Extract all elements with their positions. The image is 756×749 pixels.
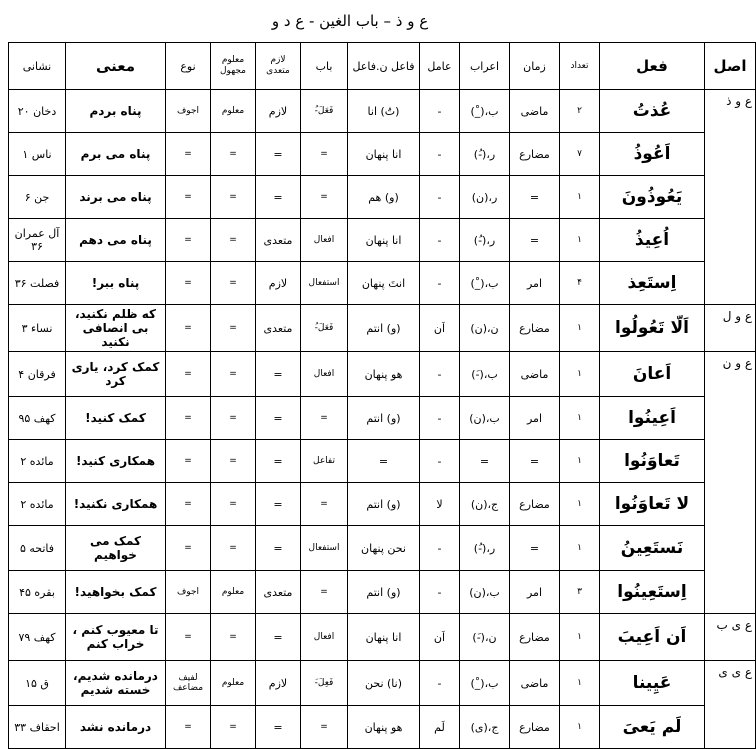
fael-cell: (تُ) انا <box>348 90 420 133</box>
amel-cell: - <box>420 219 460 262</box>
amel-cell: - <box>420 571 460 614</box>
tedad-cell: ۱ <box>560 219 600 262</box>
mana-cell: که ظلم نکنید، بی انصافی نکنید <box>66 305 166 352</box>
tedad-cell: ۱ <box>560 305 600 352</box>
header-erab: اعراب <box>460 43 510 90</box>
fael-cell: = <box>348 440 420 483</box>
erab-cell: ر،(-ُ) <box>460 133 510 176</box>
malum-cell: = <box>211 526 256 571</box>
table-row <box>9 614 756 661</box>
mana-cell: پناه ببر! <box>66 262 166 305</box>
root-cell: ع ی ب <box>705 614 756 661</box>
header-asl: اصل <box>705 43 756 90</box>
noe-cell: = <box>166 483 211 526</box>
erab-cell: ب،(ن) <box>460 571 510 614</box>
noe-cell: = <box>166 305 211 352</box>
zaman-cell: = <box>510 219 560 262</box>
lazem-cell: متعدی <box>256 305 301 352</box>
tedad-cell: ۴ <box>560 262 600 305</box>
amel-cell: - <box>420 262 460 305</box>
bab-cell: = <box>301 706 348 749</box>
table-row <box>9 176 756 219</box>
malum-cell: = <box>211 262 256 305</box>
zaman-cell: ماضی <box>510 661 560 706</box>
amel-cell: - <box>420 176 460 219</box>
noe-cell: = <box>166 440 211 483</box>
neshani-cell: نساء ۳ <box>9 305 66 352</box>
erab-cell: ن،(ن) <box>460 305 510 352</box>
erab-cell: ر،(ن) <box>460 176 510 219</box>
mana-cell: همکاری نکنید! <box>66 483 166 526</box>
header-malum: معلوم مجهول <box>211 43 256 90</box>
header-fael: فاعل ن.فاعل <box>348 43 420 90</box>
root-cell: ع و ل <box>705 305 756 352</box>
verb-cell: اِستَعِذ <box>600 262 705 305</box>
zaman-cell: امر <box>510 571 560 614</box>
bab-cell: استفعال <box>301 262 348 305</box>
fael-cell: هو پنهان <box>348 352 420 397</box>
neshani-cell: ناس ۱ <box>9 133 66 176</box>
mana-cell: کمک بخواهید! <box>66 571 166 614</box>
verb-cell: اَعانَ <box>600 352 705 397</box>
verb-cell: يَعُوذُونَ <box>600 176 705 219</box>
tedad-cell: ۱ <box>560 176 600 219</box>
verb-cell: اَعِينُوا <box>600 397 705 440</box>
malum-cell: معلوم <box>211 571 256 614</box>
verb-cell: عَيِينا <box>600 661 705 706</box>
header-noe: نوع <box>166 43 211 90</box>
amel-cell: - <box>420 352 460 397</box>
zaman-cell: مضارع <box>510 133 560 176</box>
bab-cell: فَعَلَ-ُ <box>301 90 348 133</box>
zaman-cell: مضارع <box>510 305 560 352</box>
neshani-cell: احقاف ۳۳ <box>9 706 66 749</box>
header-bab: باب <box>301 43 348 90</box>
noe-cell: = <box>166 614 211 661</box>
amel-cell: اَن <box>420 614 460 661</box>
noe-cell: اجوف <box>166 90 211 133</box>
lazem-cell: = <box>256 397 301 440</box>
lazem-cell: لازم <box>256 90 301 133</box>
bab-cell: = <box>301 133 348 176</box>
noe-cell: اجوف <box>166 571 211 614</box>
mana-cell: همکاری کنید! <box>66 440 166 483</box>
table-row <box>9 571 756 614</box>
bab-cell: = <box>301 571 348 614</box>
lazem-cell: = <box>256 133 301 176</box>
fael-cell: نحن پنهان <box>348 526 420 571</box>
mana-cell: کمک کنید! <box>66 397 166 440</box>
erab-cell: ج،(ن) <box>460 483 510 526</box>
erab-cell: ن،(-َ) <box>460 614 510 661</box>
fael-cell: هو پنهان <box>348 706 420 749</box>
malum-cell: معلوم <box>211 661 256 706</box>
noe-cell: لفیف مضاعف <box>166 661 211 706</box>
root-cell: ع و ذ <box>705 90 756 305</box>
mana-cell: پناه می دهم <box>66 219 166 262</box>
table-row <box>9 706 756 749</box>
zaman-cell: = <box>510 176 560 219</box>
table-body <box>9 90 756 749</box>
zaman-cell: ماضی <box>510 352 560 397</box>
zaman-cell: = <box>510 526 560 571</box>
table-row <box>9 305 756 352</box>
amel-cell: - <box>420 440 460 483</box>
bab-cell: افعال <box>301 352 348 397</box>
bab-cell: = <box>301 483 348 526</box>
tedad-cell: ۳ <box>560 571 600 614</box>
header-tedad: تعداد <box>560 43 600 90</box>
erab-cell: ب،(_ْ) <box>460 262 510 305</box>
noe-cell: = <box>166 262 211 305</box>
noe-cell: = <box>166 219 211 262</box>
fael-cell: انا پنهان <box>348 219 420 262</box>
root-cell: ع و ن <box>705 352 756 614</box>
malum-cell: = <box>211 614 256 661</box>
header-fel: فعل <box>600 43 705 90</box>
erab-cell: ب،(_ْ) <box>460 661 510 706</box>
tedad-cell: ۱ <box>560 483 600 526</box>
neshani-cell: جن ۶ <box>9 176 66 219</box>
fael-cell: (نا) نحن <box>348 661 420 706</box>
table-row <box>9 397 756 440</box>
neshani-cell: آل عمران ۳۶ <box>9 219 66 262</box>
erab-cell: ب،(ن) <box>460 397 510 440</box>
neshani-cell: ق ۱۵ <box>9 661 66 706</box>
tedad-cell: ۱ <box>560 397 600 440</box>
verb-cell: نَستَعِينُ <box>600 526 705 571</box>
malum-cell: = <box>211 305 256 352</box>
table-row <box>9 661 756 706</box>
table-row <box>9 526 756 571</box>
tedad-cell: ۱ <box>560 661 600 706</box>
erab-cell: = <box>460 440 510 483</box>
root-cell: ع ی ی <box>705 661 756 749</box>
verb-cell: لَم يَعىَ <box>600 706 705 749</box>
lazem-cell: متعدی <box>256 571 301 614</box>
table-row <box>9 90 756 133</box>
header-amel: عامل <box>420 43 460 90</box>
tedad-cell: ۱ <box>560 440 600 483</box>
fael-cell: انا پنهان <box>348 614 420 661</box>
erab-cell: ر،(-ُ) <box>460 526 510 571</box>
malum-cell: معلوم <box>211 90 256 133</box>
tedad-cell: ۱ <box>560 614 600 661</box>
erab-cell: ب،(_ْ) <box>460 90 510 133</box>
mana-cell: پناه می برند <box>66 176 166 219</box>
amel-cell: - <box>420 133 460 176</box>
bab-cell: افعال <box>301 614 348 661</box>
verb-cell: اَن اَعِيبَ <box>600 614 705 661</box>
tedad-cell: ۱ <box>560 706 600 749</box>
amel-cell: - <box>420 526 460 571</box>
neshani-cell: مائده ۲ <box>9 440 66 483</box>
bab-cell: = <box>301 176 348 219</box>
lazem-cell: متعدی <box>256 219 301 262</box>
amel-cell: - <box>420 397 460 440</box>
noe-cell: = <box>166 526 211 571</box>
lazem-cell: = <box>256 526 301 571</box>
neshani-cell: کهف ۹۵ <box>9 397 66 440</box>
verb-cell: اَعُوذُ <box>600 133 705 176</box>
header-lazem: لازم متعدی <box>256 43 301 90</box>
lazem-cell: = <box>256 614 301 661</box>
erab-cell: ب،(-َ) <box>460 352 510 397</box>
mana-cell: درمانده نشد <box>66 706 166 749</box>
mana-cell: کمک کرد، یاری کرد <box>66 352 166 397</box>
bab-cell: فَعِلَ-َ <box>301 661 348 706</box>
fael-cell: (و) انتم <box>348 305 420 352</box>
noe-cell: = <box>166 397 211 440</box>
header-zaman: زمان <box>510 43 560 90</box>
mana-cell: پناه می برم <box>66 133 166 176</box>
header-neshani: نشانی <box>9 43 66 90</box>
bab-cell: = <box>301 397 348 440</box>
mana-cell: تا معیوب کنم ، خراب کنم <box>66 614 166 661</box>
fael-cell: انتَ پنهان <box>348 262 420 305</box>
lazem-cell: = <box>256 483 301 526</box>
table-row <box>9 440 756 483</box>
zaman-cell: مضارع <box>510 483 560 526</box>
fael-cell: انا پنهان <box>348 133 420 176</box>
verb-cell: تَعاوَنُوا <box>600 440 705 483</box>
tedad-cell: ۱ <box>560 352 600 397</box>
malum-cell: = <box>211 440 256 483</box>
mana-cell: پناه بردم <box>66 90 166 133</box>
neshani-cell: دخان ۲۰ <box>9 90 66 133</box>
lazem-cell: = <box>256 706 301 749</box>
amel-cell: - <box>420 661 460 706</box>
verb-cell: اَلّا تَعُولُوا <box>600 305 705 352</box>
malum-cell: = <box>211 219 256 262</box>
bab-cell: استفعال <box>301 526 348 571</box>
malum-cell: = <box>211 706 256 749</box>
neshani-cell: کهف ۷۹ <box>9 614 66 661</box>
fael-cell: (و) انتم <box>348 397 420 440</box>
bab-cell: تفاعل <box>301 440 348 483</box>
lazem-cell: = <box>256 176 301 219</box>
malum-cell: = <box>211 133 256 176</box>
noe-cell: = <box>166 352 211 397</box>
erab-cell: ر،(-ُ) <box>460 219 510 262</box>
page-title: ع و ذ – باب الغین - ع د و <box>271 12 429 30</box>
verb-cell: لا تَعاوَنُوا <box>600 483 705 526</box>
zaman-cell: امر <box>510 262 560 305</box>
neshani-cell: فاتحه ۵ <box>9 526 66 571</box>
mana-cell: درمانده شدیم، خسته شدیم <box>66 661 166 706</box>
amel-cell: لا <box>420 483 460 526</box>
malum-cell: = <box>211 352 256 397</box>
lazem-cell: = <box>256 440 301 483</box>
header-row <box>9 43 756 90</box>
neshani-cell: فصلت ۳۶ <box>9 262 66 305</box>
amel-cell: - <box>420 90 460 133</box>
neshani-cell: فرقان ۴ <box>9 352 66 397</box>
zaman-cell: امر <box>510 397 560 440</box>
amel-cell: اَن <box>420 305 460 352</box>
verb-cell: اُعِيذُ <box>600 219 705 262</box>
table-row <box>9 133 756 176</box>
tedad-cell: ۲ <box>560 90 600 133</box>
table-row <box>9 352 756 397</box>
noe-cell: = <box>166 133 211 176</box>
erab-cell: ج،(ی) <box>460 706 510 749</box>
verb-cell: عُذتُ <box>600 90 705 133</box>
zaman-cell: = <box>510 440 560 483</box>
table-row <box>9 219 756 262</box>
mana-cell: کمک می خواهیم <box>66 526 166 571</box>
malum-cell: = <box>211 176 256 219</box>
tedad-cell: ۷ <box>560 133 600 176</box>
fael-cell: (و) هم <box>348 176 420 219</box>
malum-cell: = <box>211 397 256 440</box>
lazem-cell: = <box>256 352 301 397</box>
fael-cell: (و) انتم <box>348 483 420 526</box>
table-row <box>9 483 756 526</box>
table-row <box>9 262 756 305</box>
header-mana: معنی <box>66 43 166 90</box>
zaman-cell: ماضی <box>510 90 560 133</box>
noe-cell: = <box>166 176 211 219</box>
bab-cell: فَعَلَ-ُ <box>301 305 348 352</box>
fael-cell: (و) انتم <box>348 571 420 614</box>
neshani-cell: بقره ۴۵ <box>9 571 66 614</box>
bab-cell: افعال <box>301 219 348 262</box>
lazem-cell: لازم <box>256 661 301 706</box>
malum-cell: = <box>211 483 256 526</box>
tedad-cell: ۱ <box>560 526 600 571</box>
amel-cell: لَم <box>420 706 460 749</box>
lazem-cell: لازم <box>256 262 301 305</box>
neshani-cell: مائده ۲ <box>9 483 66 526</box>
zaman-cell: مضارع <box>510 706 560 749</box>
noe-cell: = <box>166 706 211 749</box>
verb-table <box>8 42 756 749</box>
verb-cell: اِستَعِينُوا <box>600 571 705 614</box>
zaman-cell: مضارع <box>510 614 560 661</box>
